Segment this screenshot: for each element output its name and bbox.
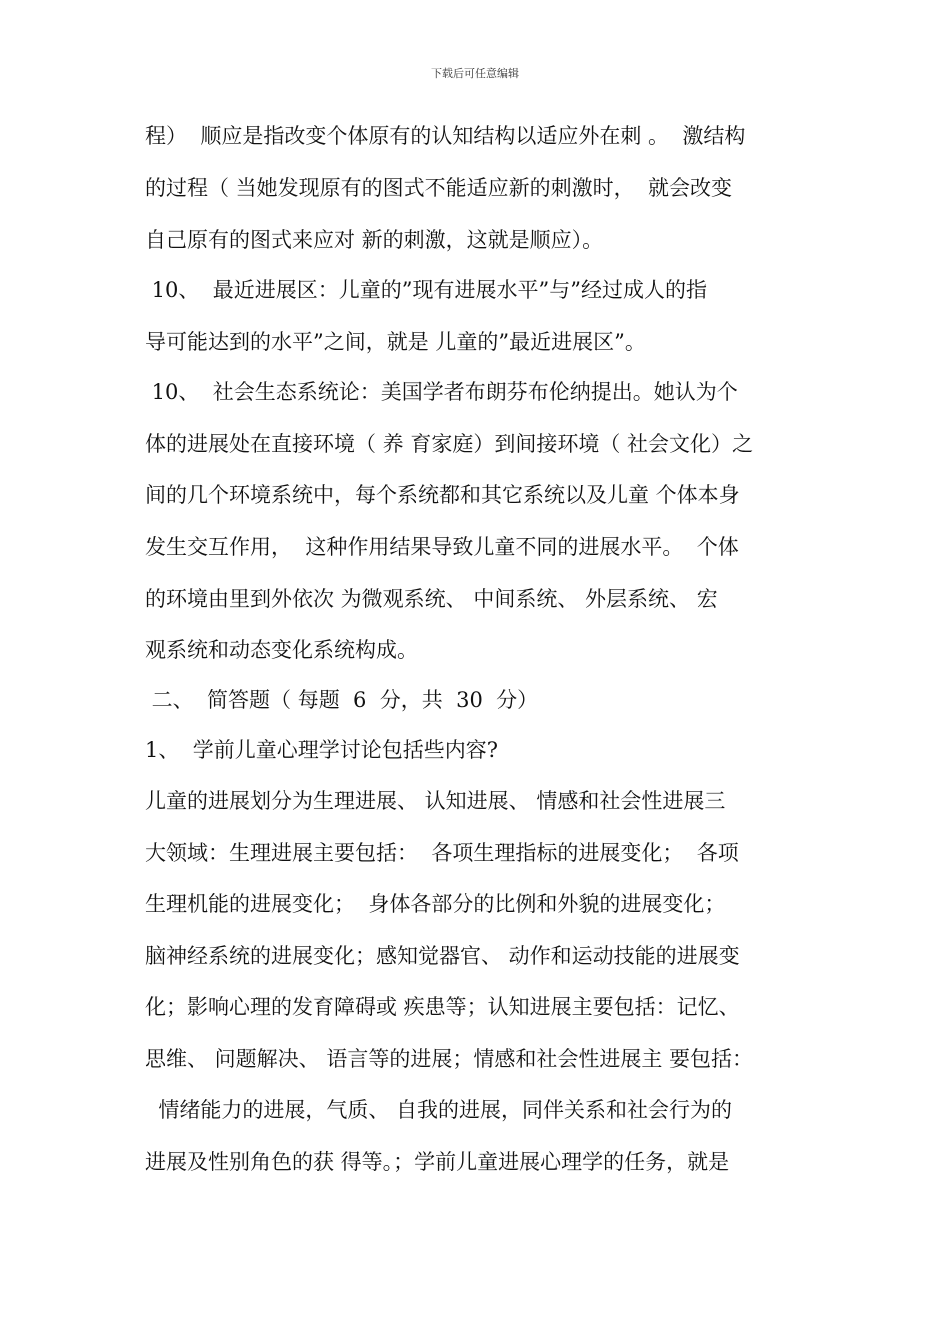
page-header: 下载后可任意编辑: [431, 67, 519, 80]
text-line: 生理机能的进展变化； 身体各部分的比例和外貌的进展变化；: [145, 892, 726, 916]
text-line: 10、 社会生态系统论：美国学者布朗芬布伦纳提出。她认为个: [145, 380, 738, 404]
text-line: 儿童的进展划分为生理进展、 认知进展、 情感和社会性进展三: [145, 789, 726, 813]
text-line: 体的进展处在直接环境（ 养 育家庭）到间接环境（ 社会文化）之: [145, 432, 754, 456]
text-line: 大领域：生理进展主要包括： 各项生理指标的进展变化； 各项: [145, 841, 739, 865]
text-line: 情绪能力的进展，气质、 自我的进展，同伴关系和社会行为的: [145, 1098, 733, 1122]
text-line: 的过程（ 当她发现原有的图式不能适应新的刺激时， 就会改变: [145, 176, 733, 200]
text-line: 间的几个环境系统中，每个系统都和其它系统以及儿童 个体本身: [145, 483, 740, 507]
text-line: 观系统和动态变化系统构成。: [145, 638, 418, 662]
text-line: 发生交互作用， 这种作用结果导致儿童不同的进展水平。 个体: [145, 535, 739, 559]
text-line: 自己原有的图式来应对 新的刺激，这就是顺应）。: [145, 228, 604, 252]
text-line: 思维、 问题解决、 语言等的进展；情感和社会性进展主 要包括：: [145, 1047, 754, 1071]
text-line: 脑神经系统的进展变化；感知觉器官、 动作和运动技能的进展变: [145, 944, 740, 968]
text-line: 化；影响心理的发育障碍或 疾患等；认知进展主要包括：记忆、: [145, 995, 740, 1019]
text-line: 程） 顺应是指改变个体原有的认知结构以适应外在刺 。 激结构: [145, 124, 746, 148]
text-line: 的环境由里到外依次 为微观系统、 中间系统、 外层系统、 宏: [145, 587, 718, 611]
text-line: 导可能达到的水平”之间，就是 儿童的”最近进展区”。: [145, 330, 646, 354]
question-heading: 1、 学前儿童心理学讨论包括些内容?: [145, 738, 498, 762]
section-heading: 二、 简答题（ 每题 6 分，共 30 分）: [145, 688, 539, 712]
text-line: 进展及性别角色的获 得等。；学前儿童进展心理学的任务，就是: [145, 1150, 730, 1174]
text-line: 10、 最近进展区：儿童的”现有进展水平”与”经过成人的指: [145, 278, 707, 302]
